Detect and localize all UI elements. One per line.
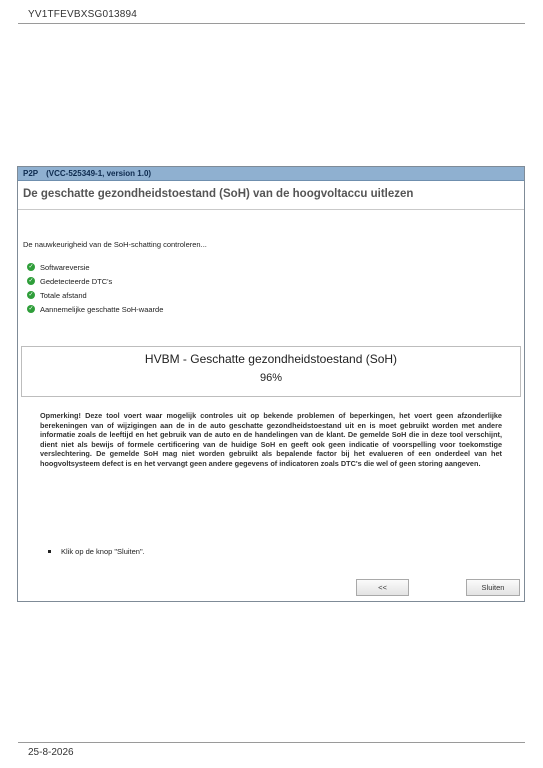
document-footer: 25-8-2026 bbox=[28, 747, 74, 758]
note-text: Deze tool voert waar mogelijk controles uit op bekende problemen of beperkingen, het voert geen afzonderlijke berekeningen van of wijzigingen aan de in de auto geschatte gezondheidstoestand uit en is moet gebruikt worden met andere informatie zoals de leeftijd en het gebruik van de auto en de handelingen van de klant. De gemelde SoH die in deze tool verschijnt, dient niet als bewijs of formele certificering van de huidige SoH en geeft ook geen indicatie of voorspelling voor toekomstige verslechtering. De gemelde SoH mag niet worden gebruikt als bepalende factor bij het evalueren of een onderdeel van het hoogvoltsysteem defect is en het vervangt geen andere gegevens of indicatoren zoals DTC's die wel of geen storing aangeven. bbox=[40, 411, 502, 468]
check-label: Gedetecteerde DTC's bbox=[40, 276, 113, 286]
app-name: P2P bbox=[23, 169, 39, 178]
soh-value: 96% bbox=[259, 372, 283, 384]
dialog-heading: De geschatte gezondheidstoestand (SoH) van de hoogvoltaccu uitlezen bbox=[23, 188, 414, 200]
check-label: Aannemelijke geschatte SoH-waarde bbox=[40, 304, 164, 314]
check-item bbox=[27, 288, 163, 302]
instruction-text: Klik op de knop "Sluiten". bbox=[61, 547, 145, 556]
check-circle-icon: ✓ bbox=[28, 264, 34, 270]
note-prefix: Opmerking! bbox=[40, 411, 81, 420]
check-item bbox=[27, 302, 163, 316]
close-button[interactable]: Sluiten bbox=[466, 579, 520, 596]
bullet-icon bbox=[48, 550, 51, 553]
header-rule bbox=[18, 23, 525, 24]
check-label: Softwareversie bbox=[40, 262, 90, 272]
footer-rule bbox=[18, 742, 525, 743]
back-button[interactable]: << bbox=[356, 579, 409, 596]
check-item bbox=[27, 274, 163, 288]
check-list bbox=[27, 260, 163, 316]
instruction bbox=[48, 547, 145, 556]
check-item bbox=[27, 260, 163, 274]
heading-divider bbox=[18, 209, 524, 210]
document-reference: (VCC-525349-1, version 1.0) bbox=[46, 169, 152, 178]
intro-text: De nauwkeurigheid van de SoH-schatting controleren... bbox=[23, 240, 207, 249]
soh-title: HVBM - Geschatte gezondheidstoestand (SoH) bbox=[144, 352, 398, 366]
p2p-dialog bbox=[17, 166, 525, 602]
check-label: Totale afstand bbox=[40, 290, 87, 300]
check-circle-icon: ✓ bbox=[28, 306, 34, 312]
dialog-titlebar bbox=[18, 167, 524, 181]
disclaimer-note bbox=[40, 411, 502, 469]
check-circle-icon: ✓ bbox=[28, 278, 34, 284]
check-circle-icon: ✓ bbox=[28, 292, 34, 298]
document-header: YV1TFEVBXSG013894 bbox=[28, 9, 138, 20]
soh-result-panel bbox=[21, 346, 521, 397]
